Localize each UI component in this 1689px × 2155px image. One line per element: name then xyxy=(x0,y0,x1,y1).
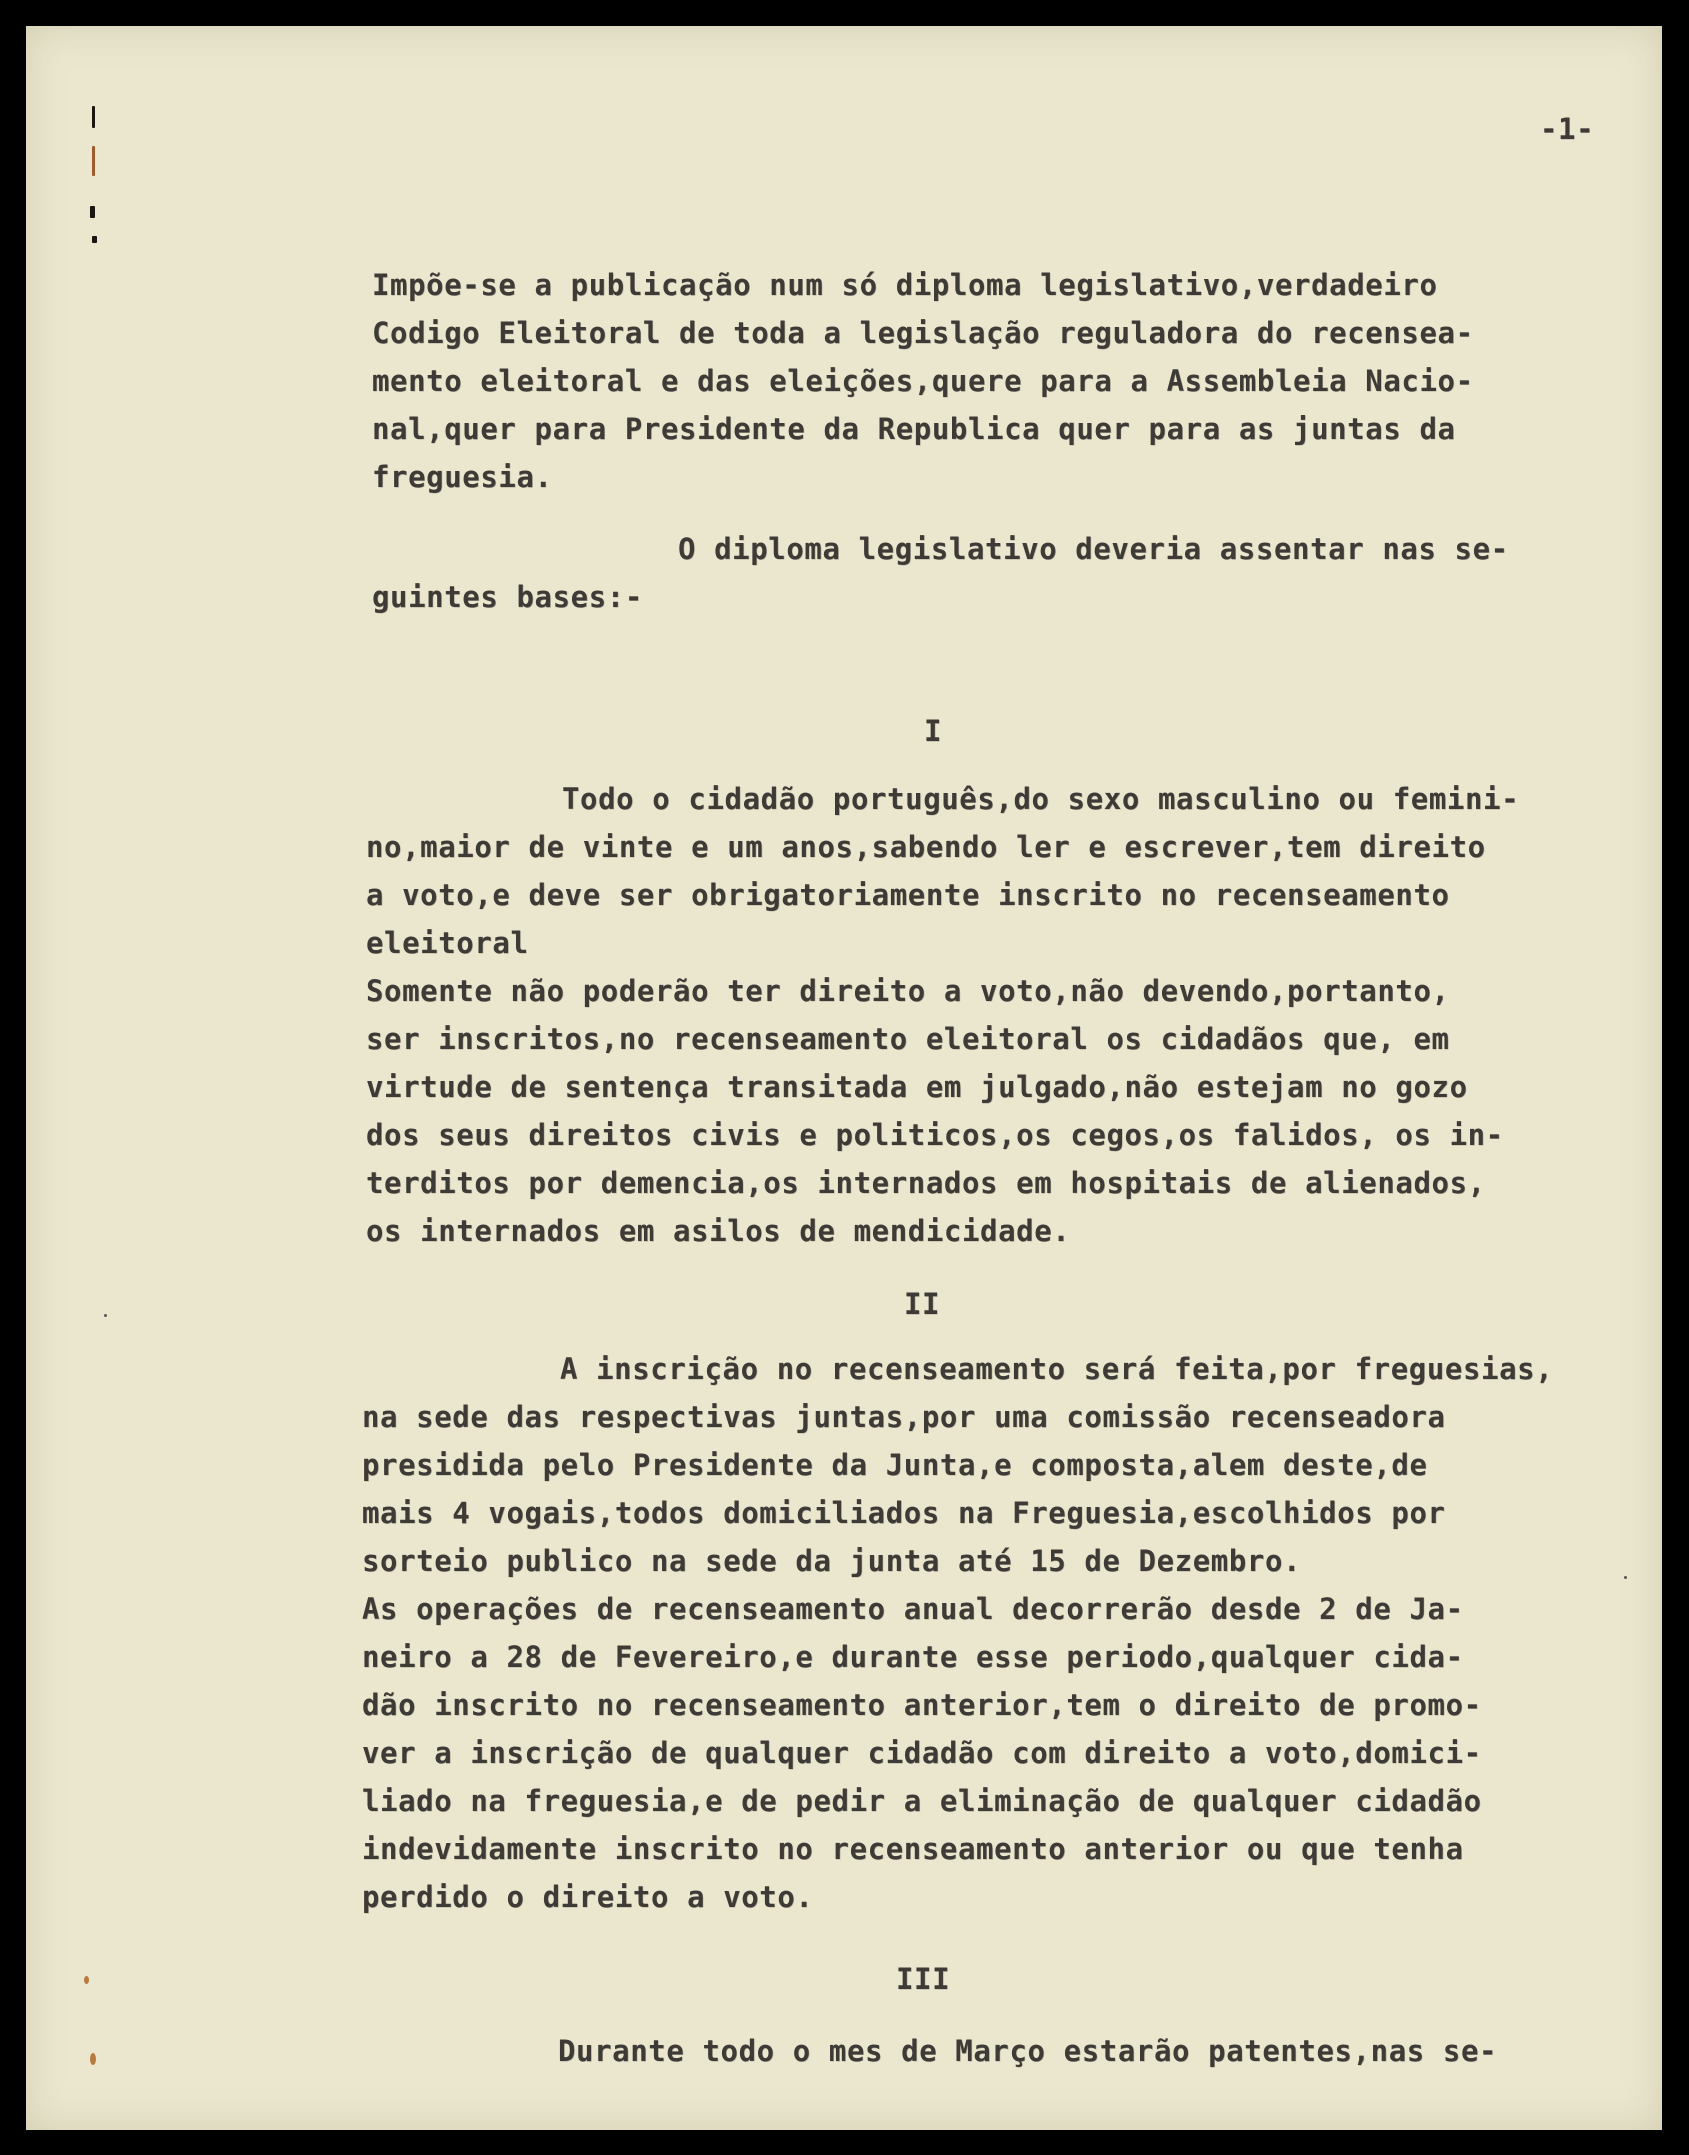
binding-punch-marks xyxy=(86,96,106,256)
section-line: virtude de sentença transitada em julgado,não estejam no gozo xyxy=(366,1070,1468,1104)
paper-speck xyxy=(1624,1576,1627,1579)
section-numeral: I xyxy=(924,714,943,748)
section-line: mais 4 vogais,todos domiciliados na Freguesia,escolhidos por xyxy=(362,1496,1446,1530)
section-line: presidida pelo Presidente da Junta,e composta,alem deste,de xyxy=(362,1448,1428,1482)
section-line: neiro a 28 de Fevereiro,e durante esse periodo,qualquer cida- xyxy=(362,1640,1464,1674)
section-line: perdido o direito a voto. xyxy=(362,1880,814,1914)
intro-line: mento eleitoral e das eleições,quere para a Assembleia Nacio- xyxy=(372,364,1474,398)
section-line: ser inscritos,no recenseamento eleitoral os cidadãos que, em xyxy=(366,1022,1450,1056)
page-number: -1- xyxy=(1540,112,1595,146)
section-numeral: II xyxy=(904,1287,941,1321)
section-line: na sede das respectivas juntas,por uma comissão recenseadora xyxy=(362,1400,1446,1434)
bases-line: guintes bases:- xyxy=(372,580,643,614)
section-line: Durante todo o mes de Março estarão patentes,nas se- xyxy=(558,2034,1498,2068)
section-line: terditos por demencia,os internados em hospitais de alienados, xyxy=(366,1166,1486,1200)
punch-mark xyxy=(90,206,95,218)
section-line: no,maior de vinte e um anos,sabendo ler e escrever,tem direito xyxy=(366,830,1486,864)
bases-line: O diploma legislativo deveria assentar nas se- xyxy=(678,532,1509,566)
section-line: ver a inscrição de qualquer cidadão com direito a voto,domici- xyxy=(362,1736,1482,1770)
rust-mark xyxy=(92,146,95,176)
section-line: dão inscrito no recenseamento anterior,tem o direito de promo- xyxy=(362,1688,1482,1722)
section-line: liado na freguesia,e de pedir a eliminação de qualquer cidadão xyxy=(362,1784,1482,1818)
section-line: sorteio publico na sede da junta até 15 de Dezembro. xyxy=(362,1544,1302,1578)
intro-line: Impõe-se a publicação num só diploma legislativo,verdadeiro xyxy=(372,268,1438,302)
section-line: a voto,e deve ser obrigatoriamente inscrito no recenseamento xyxy=(366,878,1450,912)
section-line: As operações de recenseamento anual decorrerão desde 2 de Ja- xyxy=(362,1592,1464,1626)
rust-spot xyxy=(84,1976,89,1984)
intro-line: nal,quer para Presidente da Republica quer para as juntas da xyxy=(372,412,1456,446)
section-line: indevidamente inscrito no recenseamento anterior ou que tenha xyxy=(362,1832,1464,1866)
section-line: dos seus direitos civis e politicos,os cegos,os falidos, os in- xyxy=(366,1118,1504,1152)
section-numeral: III xyxy=(896,1962,951,1996)
intro-line: Codigo Eleitoral de toda a legislação reguladora do recensea- xyxy=(372,316,1474,350)
section-line: A inscrição no recenseamento será feita,por freguesias, xyxy=(560,1352,1554,1386)
intro-line: freguesia. xyxy=(372,460,553,494)
section-line: Todo o cidadão português,do sexo masculino ou femini- xyxy=(562,782,1520,816)
section-line: Somente não poderão ter direito a voto,não devendo,portanto, xyxy=(366,974,1450,1008)
rust-spot xyxy=(90,2053,96,2065)
punch-mark xyxy=(92,236,97,243)
section-line: eleitoral xyxy=(366,926,529,960)
punch-mark xyxy=(92,106,95,128)
paper-speck xyxy=(104,1314,107,1317)
section-line: os internados em asilos de mendicidade. xyxy=(366,1214,1071,1248)
